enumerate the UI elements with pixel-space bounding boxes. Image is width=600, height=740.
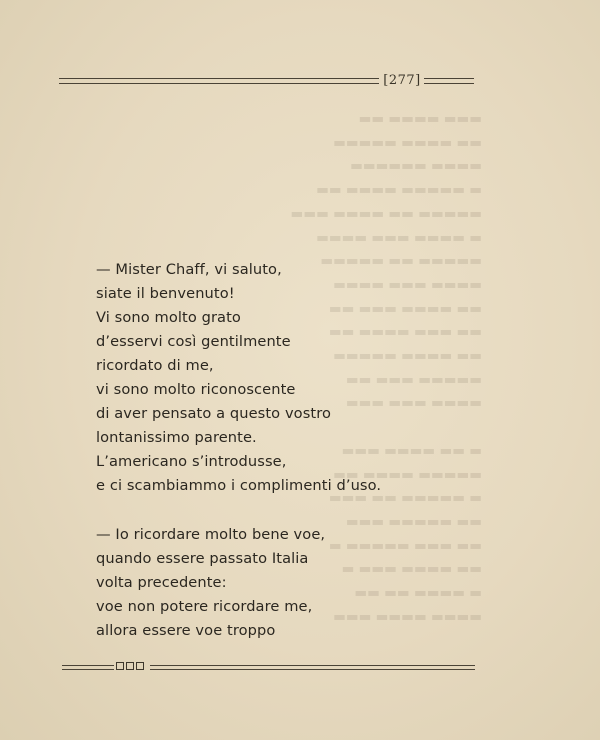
footer-rule-right bbox=[150, 665, 475, 670]
text-line: allora essere voe troppo bbox=[96, 622, 276, 639]
bleed-through-texture: ▬▬▬ ▬▬▬▬ ▬▬ ▬▬ ▬▬▬▬ ▬▬▬▬▬ ▬▬▬▬ ▬▬▬▬▬▬ ▬ ▬▬▬▬▬ ▬▬▬▬ ▬▬ ▬▬▬▬▬ ▬▬ ▬▬▬▬ ▬▬▬ ▬ ▬▬▬▬ ▬▬▬ ▬▬▬▬ ▬▬▬▬▬ ▬▬ ▬▬▬▬▬ ▬▬▬▬ ▬▬▬ ▬▬▬▬ ▬▬ ▬▬▬▬ ▬▬▬ ▬▬ ▬▬ ▬▬▬ ▬▬▬▬ ▬▬ ▬▬ ▬▬▬▬ ▬▬▬▬▬ ▬▬▬▬▬ ▬▬▬ ▬▬ ▬▬▬▬ ▬▬▬ ▬▬▬ ▬ ▬▬ ▬▬▬▬ ▬▬▬ ▬▬▬▬▬ ▬▬▬▬ ▬▬ ▬ ▬▬▬▬▬ ▬▬ ▬▬▬ ▬▬ ▬▬▬▬▬ ▬▬▬ ▬▬ ▬▬▬ ▬▬▬▬▬ ▬ ▬▬ ▬▬▬▬ ▬▬▬ ▬ ▬ ▬▬▬▬ ▬▬ ▬▬ ▬▬▬▬ ▬▬▬▬ ▬▬▬ bbox=[290, 111, 482, 625]
text-line: — Mister Chaff, vi saluto, bbox=[96, 261, 282, 278]
text-line: L’americano s’introdusse, bbox=[96, 453, 287, 470]
text-line: ricordato di me, bbox=[96, 357, 214, 374]
footer-rule-left bbox=[62, 665, 114, 670]
text-line: quando essere passato Italia bbox=[96, 550, 309, 567]
text-line: siate il benvenuto! bbox=[96, 285, 235, 302]
header-rule-right bbox=[424, 78, 474, 84]
text-line: Vi sono molto grato bbox=[96, 309, 241, 326]
ornament-square bbox=[116, 662, 124, 670]
text-line: voe non potere ricordare me, bbox=[96, 598, 313, 615]
page-number: [277] bbox=[383, 73, 421, 88]
passage-one bbox=[96, 258, 381, 498]
text-line: volta precedente: bbox=[96, 574, 227, 591]
text-line: — Io ricordare molto bene voe, bbox=[96, 526, 326, 543]
text-line: vi sono molto riconoscente bbox=[96, 381, 296, 398]
text-line: lontanissimo parente. bbox=[96, 429, 257, 446]
ornament-square bbox=[136, 662, 144, 670]
three-square-ornament-icon bbox=[116, 662, 144, 670]
text-line: di aver pensato a questo vostro bbox=[96, 405, 332, 422]
text-line: d’esservi così gentilmente bbox=[96, 333, 291, 350]
ornament-square bbox=[126, 662, 134, 670]
header-rule-left bbox=[59, 78, 379, 84]
text-line: e ci scambiammo i complimenti d’uso. bbox=[96, 477, 382, 494]
passage-two bbox=[96, 523, 325, 643]
